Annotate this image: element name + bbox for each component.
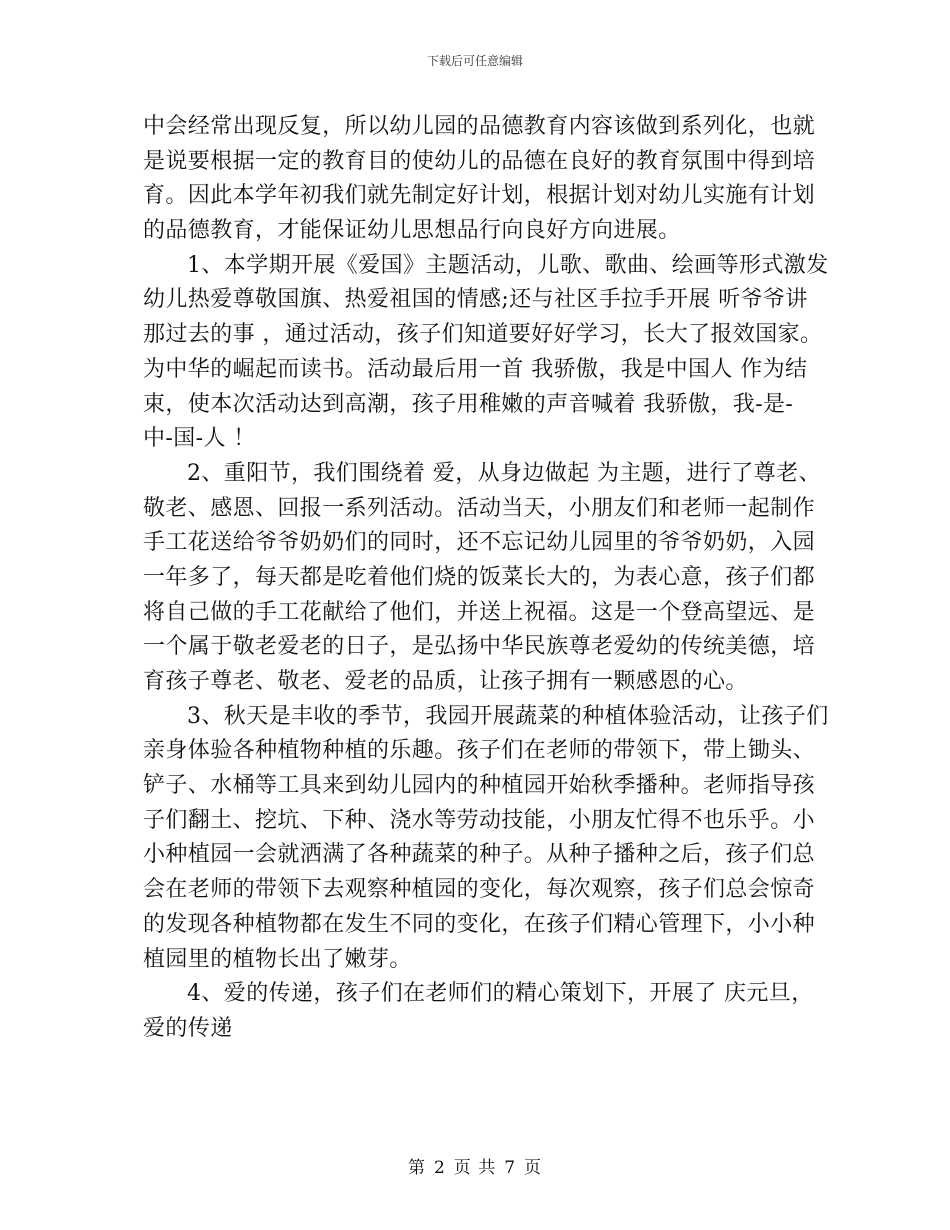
text-line: 那过去的事 ，通过活动，孩子们知道要好好学习，长大了报效国家。 [143,322,823,348]
text-line: 敬老、感恩、回报一系列活动。活动当天，小朋友们和老师一起制作 [143,495,816,521]
footer-middle: 页 共 [453,1158,497,1178]
document-body [143,110,829,1047]
paragraph-start-line: 3、秋天是丰收的季节，我园开展蔬菜的种植体验活动，让孩子们 [187,703,829,729]
text-line: 一年多了，每天都是吃着他们烧的饭菜长大的，为表心意，孩子们都 [143,564,816,590]
page-footer [0,1153,950,1178]
text-line: 中会经常出现反复，所以幼儿园的品德教育内容该做到系列化，也就 [143,114,816,139]
text-line: 会在老师的带领下去观察种植园的变化，每次观察，孩子们总会惊奇 [143,877,816,903]
text-line: 的品德教育，才能保证幼儿思想品行向良好方向进展。 [143,218,681,244]
text-line: 小种植园一会就洒满了各种蔬菜的种子。从种子播种之后，孩子们总 [143,842,816,868]
text-line: 育孩子尊老、敬老、爱老的品质，让孩子拥有一颗感恩的心。 [143,669,748,694]
paragraph-start-line: 1、本学期开展《爱国》主题活动，儿歌、歌曲、绘画等形式激发 [187,252,829,278]
paragraph-start-line: 4、爱的传递，孩子们在老师们的精心策划下，开展了 庆元旦， [187,981,814,1007]
text-line: 子们翻土、挖坑、下种、浇水等劳动技能，小朋友忙得不也乐乎。小 [143,807,816,833]
paragraph-start-line: 2、重阳节，我们围绕着 爱，从身边做起 为主题，进行了尊老、 [187,460,821,486]
footer-suffix: 页 [524,1158,543,1178]
page-header: 下载后可任意编辑 [426,54,523,68]
text-line: 为中华的崛起而读书。活动最后用一首 我骄傲，我是中国人 作为结 [143,356,808,382]
text-line: 植园里的植物长出了嫩芽。 [143,946,412,972]
text-line: 铲子、水桶等工具来到幼儿园内的种植园开始秋季播种。老师指导孩 [143,773,816,799]
text-line: 爱的传递 [143,1015,233,1041]
text-line: 束，使本次活动达到高潮，孩子用稚嫩的声音喊着 我骄傲，我-是- [143,391,794,417]
text-line: 是说要根据一定的教育目的使幼儿的品德在良好的教育氛围中得到培 [143,148,816,174]
text-line: 手工花送给爷爷奶奶们的同时，还不忘记幼儿园里的爷爷奶奶，入园 [143,530,816,556]
total-page-count: 7 [504,1158,517,1178]
text-line: 将自己做的手工花献给了他们，并送上祝福。这是一个登高望远、是 [143,599,816,625]
text-line: 育。因此本学年初我们就先制定好计划，根据计划对幼儿实施有计划 [143,183,816,209]
text-line: 中-国-人 ！ [143,426,256,452]
text-line: 亲身体验各种植物种植的乐趣。孩子们在老师的带领下，带上锄头、 [143,738,816,764]
current-page-number: 2 [433,1158,446,1178]
footer-prefix: 第 [407,1158,426,1178]
text-line: 一个属于敬老爱老的日子，是弘扬中华民族尊老爱幼的传统美德，培 [143,634,816,660]
text-line: 幼儿热爱尊敬国旗、热爱祖国的情感;还与社区手拉手开展 听爷爷讲 [143,287,808,313]
text-line: 的发现各种植物都在发生不同的变化，在孩子们精心管理下，小小种 [143,911,816,937]
